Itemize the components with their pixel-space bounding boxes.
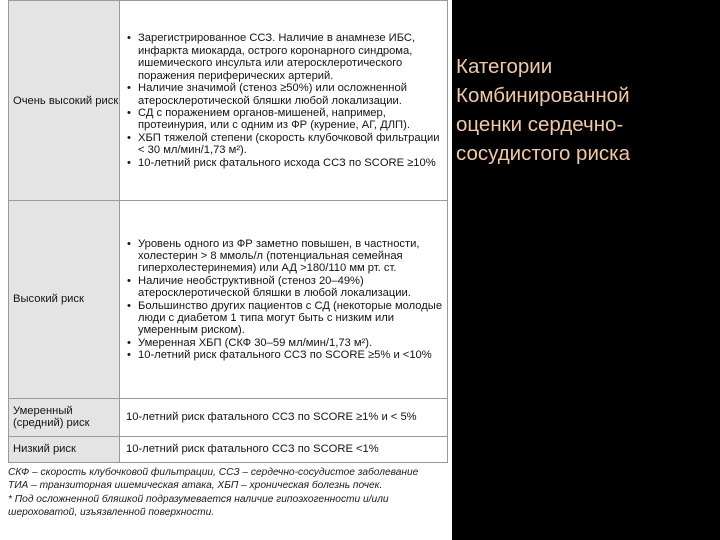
category-cell: Очень высокий риск [9,1,120,201]
footnote-line: * Под осложненной бляшкой подразумевается наличие гипоэхогенности и/или шероховатой, изъязвленной поверхности. [8,493,389,518]
list-item: • ХБП тяжелой степени (скорость клубочковой фильтрации < 30 мл/мин/1,73 м²). [126,132,443,157]
table-row [9,1,448,201]
list-item: • Большинство других пациентов с СД (некоторые молодые люди с диабетом 1 типа могут быть с низким или умеренным риском). [126,300,443,337]
slide-title [456,52,716,168]
category-cell: Умеренный (средний) риск [9,398,120,436]
list-item: • Уровень одного из ФР заметно повышен, в частности, холестерин > 8 ммоль/л (потенциальная семейная гиперхолестеринемия) или АД >180/110 мм рт. ст. [126,238,443,275]
table-row [9,201,448,398]
description-cell [120,201,448,398]
slide-title-line: сосудистого риска [456,142,630,165]
list-item: • СД с поражением органов-мишеней, например, протеинурия, или с одним из ФР (курение, АГ, ДЛП). [126,107,443,132]
criteria-list [126,32,443,168]
description-cell: 10-летний риск фатального ССЗ по SCORE ≥1% и < 5% [120,398,448,436]
list-item: • Наличие значимой (стеноз ≥50%) или осложненной атеросклеротической бляшки любой локализации. [126,82,443,107]
list-item: • Наличие необструктивной (стеноз 20–49%) атеросклеротической бляшки в любой локализации. [126,275,443,300]
description-cell: 10-летний риск фатального ССЗ по SCORE <1% [120,436,448,462]
category-cell: Высокий риск [9,201,120,398]
list-item: • Умеренная ХБП (СКФ 30–59 мл/мин/1,73 м²). [126,337,443,349]
footnote-line: СКФ – скорость клубочковой фильтрации, ССЗ – сердечно-сосудистое заболевание [8,467,419,478]
footnote [8,466,452,519]
list-item: • Зарегистрированное ССЗ. Наличие в анамнезе ИБС, инфаркта миокарда, острого коронарного синдрома, ишемического инсульта или атеросклеротического поражения периферических артерий. [126,32,443,82]
footnote-line: ТИА – транзиторная ишемическая атака, ХБП – хроническая болезнь почек. [8,480,383,492]
slide-title-line: Комбинированной [456,84,630,107]
criteria-list [126,238,443,362]
description-cell [120,1,448,201]
table-row [9,398,448,436]
slide-title-line: оценки сердечно- [456,113,624,136]
list-item: • 10-летний риск фатального ССЗ по SCORE ≥5% и <10% [126,349,443,361]
table-row [9,436,448,462]
category-cell: Низкий риск [9,436,120,462]
risk-categories-table [8,0,448,463]
slide-title-line: Категории [456,55,553,78]
list-item: • 10-летний риск фатального исхода ССЗ по SCORE ≥10% [126,157,443,169]
